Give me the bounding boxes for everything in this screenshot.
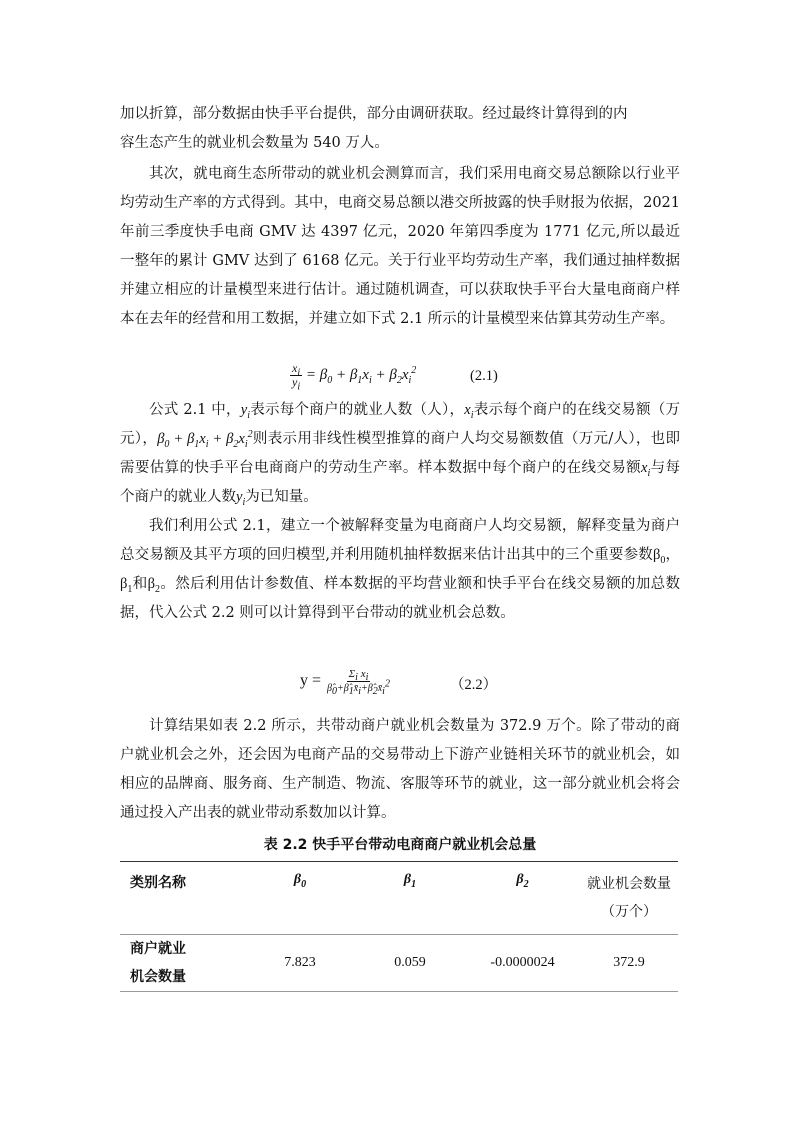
paragraph-2: 其次，就电商生态所带动的就业机会测算而言，我们采用电商交易总额除以行业平均劳动生产率的方式得到。其中，电商交易总额以港交所披露的快手财报为依据，2021 年前三季度快手电商 GMV 达 4397 亿元，2020 年第四季度为 1771 亿元,所以最近一整年的累计 GMV 达到了 6168 亿元。关于行业平均劳动生产率，我们通过抽样数据并建立相应的计量模型来进行估计。通过随机调查，可以获取快手平台大量电商商户样本在去年的经营和用工数据，并建立如下式 2.1 所示的计量模型来估算其劳动生产率。 bbox=[120, 166, 680, 327]
header-beta1: $\beta_1$ bbox=[403, 872, 417, 890]
paragraph-4-part-d: 。然后利用估计参数值、样本数据的平均营业额和快手平台在线交易额的加总数据，代入公式 2.2 则可以计算得到平台带动的就业机会总数。 bbox=[120, 576, 681, 621]
paragraph-1 bbox=[120, 100, 680, 158]
equation-number-2-1: (2.1) bbox=[470, 368, 498, 384]
header-beta2: $\beta_2$ bbox=[516, 872, 529, 890]
cell-beta0: 7.823 bbox=[284, 955, 316, 970]
data-table bbox=[120, 861, 678, 992]
paragraph-4: 我们利用公式 2.1，建立一个被解释变量为电商商户人均交易额，解释变量为商户总交易额及其平方项的回归模型,并利用随机抽样数据来估计出其中的三个重要参数$\beta_0$，$\beta_1$和$\beta_2$。然后利用估计参数值、样本数据的平均营业额和快手平台在线交易额的加总数据，代入公式 2.2 则可以计算得到平台带动的就业机会总数。 bbox=[120, 518, 681, 621]
equation-number-2-2: （2.2） bbox=[450, 677, 498, 693]
table-caption: 表 2.2 快手平台带动电商商户就业机会总量 bbox=[263, 837, 537, 853]
table-row bbox=[120, 935, 678, 992]
paragraph-4-part-c: 和 bbox=[132, 576, 148, 592]
paragraph-3-part-d: 则表示用非线性模型推算的商户人均交易额数值（万元/人），也即需要估算的快手平台电商商户的劳动生产率。样本数据中每个商户的在线交易额 bbox=[120, 431, 680, 476]
header-category: 类别名称 bbox=[130, 875, 186, 891]
paragraph-3-part-e: 与每个商户的就业人数 bbox=[120, 460, 681, 505]
header-beta0: $\beta_0$ bbox=[293, 872, 307, 890]
header-employment bbox=[580, 862, 678, 935]
table-header-row bbox=[120, 862, 678, 935]
cell-beta1: 0.059 bbox=[394, 955, 426, 970]
header-employment-line-2: （万个） bbox=[601, 904, 657, 920]
paragraph-3-part-b: 表示每个商户的就业人数（人）， bbox=[250, 402, 465, 418]
paragraph-3-part-f: 为已知量。 bbox=[245, 489, 318, 505]
formula-2-2: y = $\frac{\Sigma_i x_i}{\betâ_0+\betâ_1x̄_i+\betâ_2x̄_i^2}$ bbox=[300, 668, 390, 697]
row-label bbox=[120, 935, 245, 992]
paragraph-1-line-1: 加以折算，部分数据由快手平台提供，部分由调研获取。经过最终计算得到的内 bbox=[120, 106, 628, 122]
paragraph-1-line-2: 容生态产生的就业机会数量为 540 万人。 bbox=[120, 135, 389, 151]
cell-employment: 372.9 bbox=[613, 955, 645, 970]
row-label-line-2: 机会数量 bbox=[130, 969, 186, 985]
row-label-line-1: 商户就业 bbox=[130, 941, 186, 957]
paragraph-3-part-a: 公式 2.1 中， bbox=[149, 402, 241, 418]
paragraph-5: 计算结果如表 2.2 所示，共带动商户就业机会数量为 372.9 万个。除了带动的商户就业机会之外，还会因为电商产品的交易带动上下游产业链相关环节的就业机会，如相应的品牌商、服务商、生产制造、物流、客服等环节的就业，这一部分就业机会将会通过投入产出表的就业带动系数加以计算。 bbox=[120, 718, 680, 821]
paragraph-4-part-b: ， bbox=[665, 547, 680, 563]
paragraph-3: 公式 2.1 中，$y_i$表示每个商户的就业人数（人），$x_i$表示每个商户的在线交易额（万元），$\beta_0 + \beta_1x_i + \beta_2x_i^2$则表示用非线性模型推算的商户人均交易额数值（万元/人），也即需要估算的快手平台电商商户的劳动生产率。样本数据中每个商户的在线交易额$x_i$与每个商户的就业人数$y_i$为已知量。 bbox=[120, 402, 681, 508]
cell-beta2: -0.0000024 bbox=[490, 955, 555, 970]
paragraph-3-part-c: 表示每个商户的在线交易额（万元）， bbox=[120, 402, 681, 447]
header-employment-line-1: 就业机会数量 bbox=[587, 876, 671, 892]
paragraph-4-part-a: 我们利用公式 2.1，建立一个被解释变量为电商商户人均交易额，解释变量为商户总交易额及其平方项的回归模型,并利用随机抽样数据来估计出其中的三个重要参数 bbox=[120, 518, 680, 563]
formula-2-1: $\frac{x_i}{y_i}$ = $\beta_0 + \beta_1x_i + \beta_2x_i^2$ bbox=[292, 361, 417, 393]
